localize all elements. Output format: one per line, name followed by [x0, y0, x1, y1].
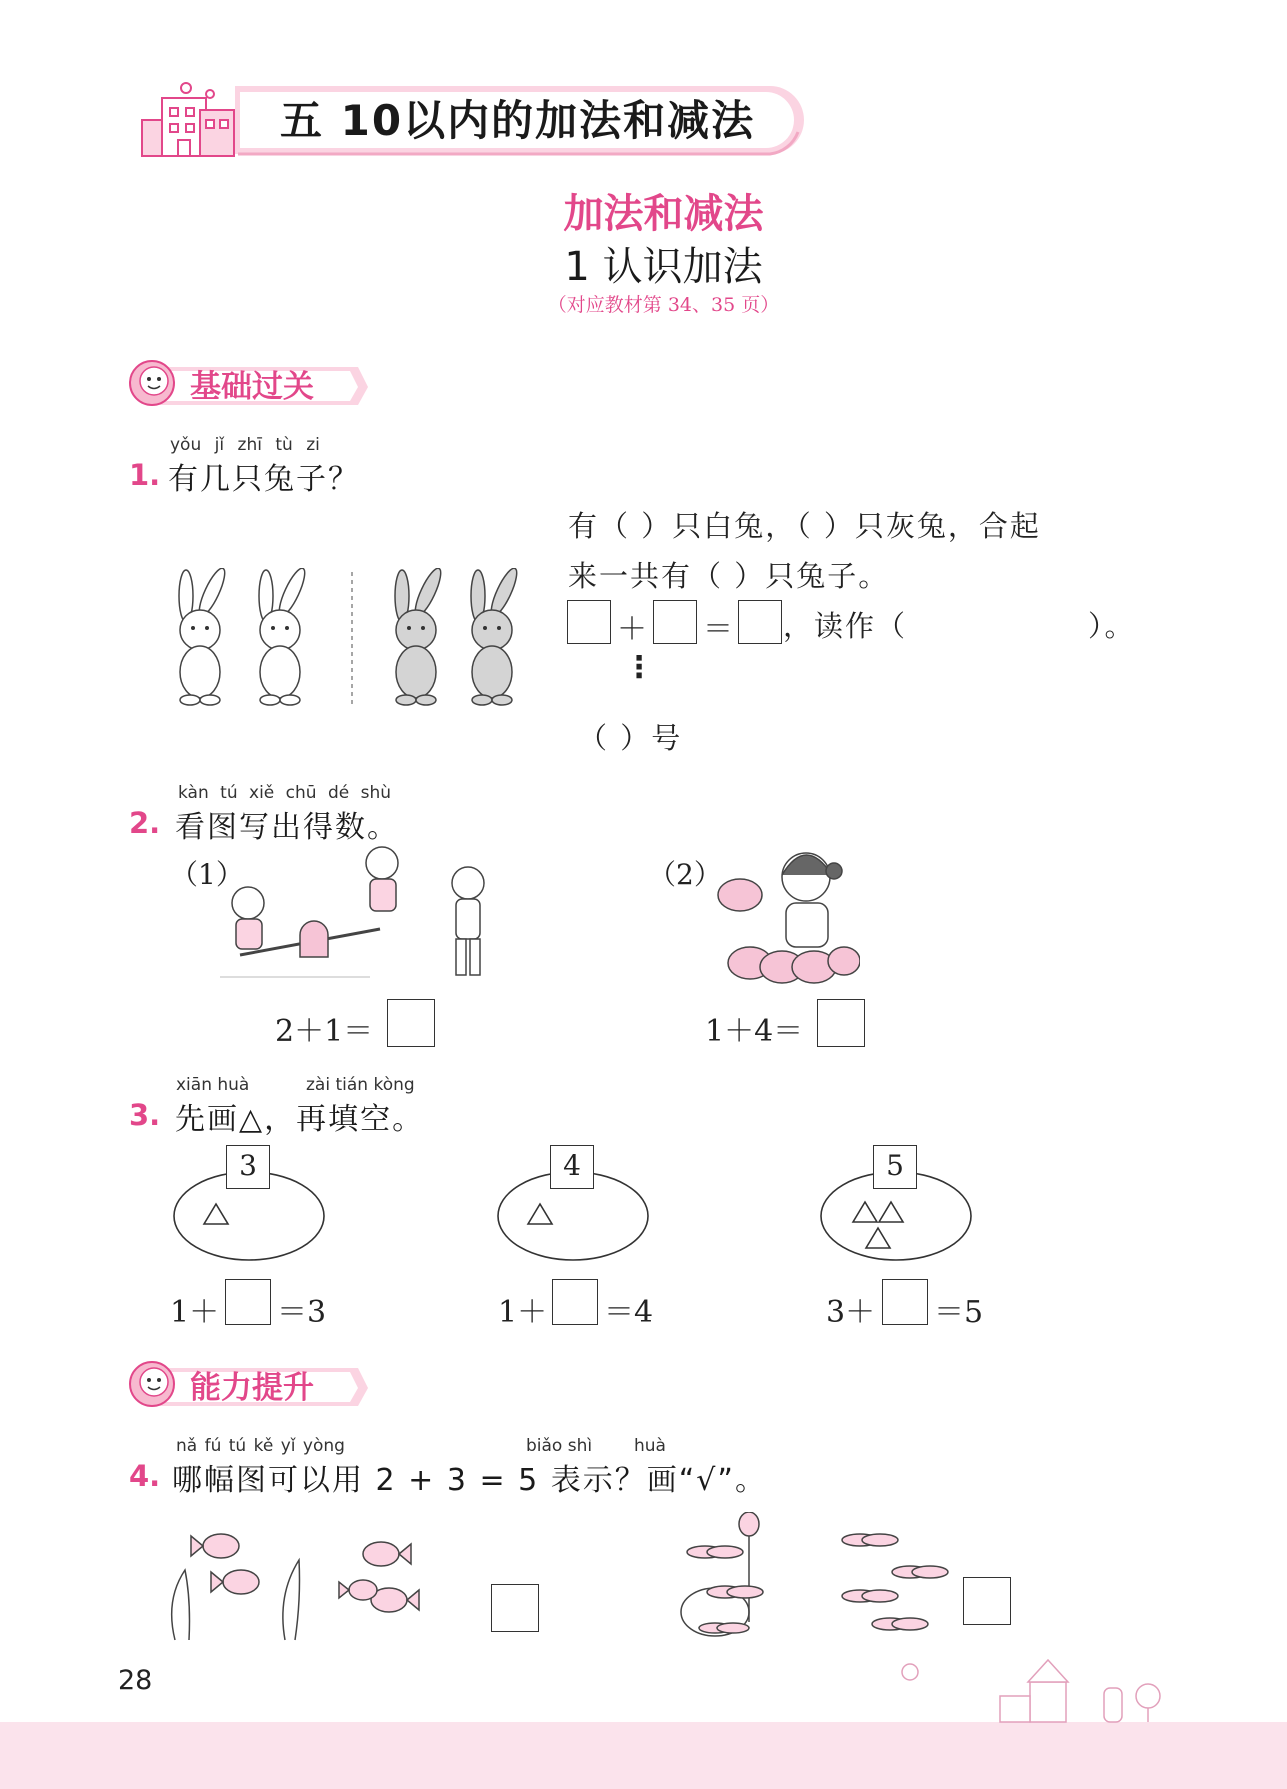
q4-answer-box-2[interactable]: [963, 1577, 1011, 1625]
plus-sign: ＋: [617, 612, 647, 647]
white-rabbit-icon: [259, 568, 309, 705]
q3-text: 先画△，再填空。: [175, 1102, 425, 1137]
mascot-icon: [130, 361, 174, 405]
q1-read-as-close: ）。: [1088, 609, 1136, 643]
q3-item-2-answer-box[interactable]: [552, 1279, 598, 1325]
vertical-dots: ⋮: [624, 650, 654, 685]
lesson-title: 1 认识加法: [564, 244, 763, 290]
q3-item-3-prefix: 3＋: [826, 1295, 876, 1330]
q1-number: 1.: [129, 458, 161, 492]
q3-number: 3.: [129, 1098, 161, 1132]
dragonfly-illustration: [675, 1512, 955, 1647]
section-label: 能力提升: [190, 1370, 314, 1406]
equals-sign: ＝: [703, 612, 733, 647]
q3-item-1-suffix: ＝3: [277, 1295, 327, 1330]
triangle-icon: △: [239, 1102, 265, 1137]
q4-answer-box-1[interactable]: [491, 1584, 539, 1632]
q2-item-2-label: （2）: [648, 858, 722, 891]
q1-fill-line-1: 有（ ）只白兔，（ ）只灰兔，合起: [568, 509, 1041, 543]
q3-item-2-total: 4: [550, 1145, 594, 1189]
q2-item-2-equation: 1＋4＝: [705, 1014, 804, 1049]
q4-pinyin-c: huà: [634, 1436, 666, 1456]
gray-rabbit-icon: [395, 568, 445, 705]
q1-number-fill: （ ）号: [578, 721, 683, 755]
q3-item-1-total: 3: [226, 1145, 270, 1189]
q1-pinyin: yǒu jǐ zhī tù zi: [170, 435, 320, 455]
rabbits-illustration: [160, 568, 540, 708]
q4-pinyin-a: nǎ fú tú kě yǐ yòng: [176, 1436, 345, 1456]
q3-item-2-suffix: ＝4: [604, 1295, 654, 1330]
q2-item-1-label: （1）: [170, 858, 244, 891]
chapter-title: 五 10以内的加法和减法: [280, 96, 756, 145]
footer-band: [0, 1722, 1287, 1789]
q1-read-as: ，读作（: [783, 609, 908, 643]
q2-pinyin: kàn tú xiě chū dé shù: [178, 783, 392, 803]
textbook-reference: （对应教材第 34、35 页）: [547, 294, 780, 316]
buildings-icon: [142, 83, 234, 156]
q2-item-1-answer-box[interactable]: [387, 999, 435, 1047]
page-number: 28: [118, 1665, 153, 1696]
q3-item-3-suffix: ＝5: [934, 1295, 984, 1330]
q3-pinyin-a: xiān huà: [176, 1075, 250, 1095]
q4-number: 4.: [129, 1459, 161, 1493]
q2-text: 看图写出得数。: [175, 810, 399, 845]
q1-answer-box-3[interactable]: [738, 600, 782, 644]
section-header-advanced: [128, 1358, 378, 1404]
section-title: 加法和减法: [563, 191, 764, 237]
q3-item-2-prefix: 1＋: [498, 1295, 548, 1330]
white-rabbit-icon: [179, 568, 229, 705]
q1-fill-line-2: 来一共有（ ）只兔子。: [568, 559, 890, 593]
section-header-basic: [128, 357, 378, 403]
q4-text: 哪幅图可以用 2 + 3 = 5 表示？画“√”。: [172, 1463, 767, 1498]
mascot-icon: [130, 1362, 174, 1406]
girl-balloons-illustration: [710, 845, 860, 985]
q3-item-1-answer-box[interactable]: [225, 1279, 271, 1325]
seesaw-children-illustration: [220, 845, 500, 980]
q2-item-2-answer-box[interactable]: [817, 999, 865, 1047]
gray-rabbit-icon: [471, 568, 521, 705]
q1-text: 有几只兔子？: [168, 462, 360, 497]
section-label: 基础过关: [190, 369, 314, 405]
q1-answer-box-2[interactable]: [653, 600, 697, 644]
q1-answer-box-1[interactable]: [567, 600, 611, 644]
q2-number: 2.: [129, 806, 161, 840]
goldfish-illustration: [165, 1520, 485, 1645]
q4-pinyin-b: biǎo shì: [526, 1436, 593, 1456]
castle-decoration-icon: [880, 1652, 1180, 1724]
q3-item-1-prefix: 1＋: [170, 1295, 220, 1330]
q3-item-3-answer-box[interactable]: [882, 1279, 928, 1325]
q3-item-3-total: 5: [873, 1145, 917, 1189]
q3-pinyin-b: zài tián kòng: [306, 1075, 415, 1095]
q2-item-1-equation: 2＋1＝: [275, 1014, 374, 1049]
